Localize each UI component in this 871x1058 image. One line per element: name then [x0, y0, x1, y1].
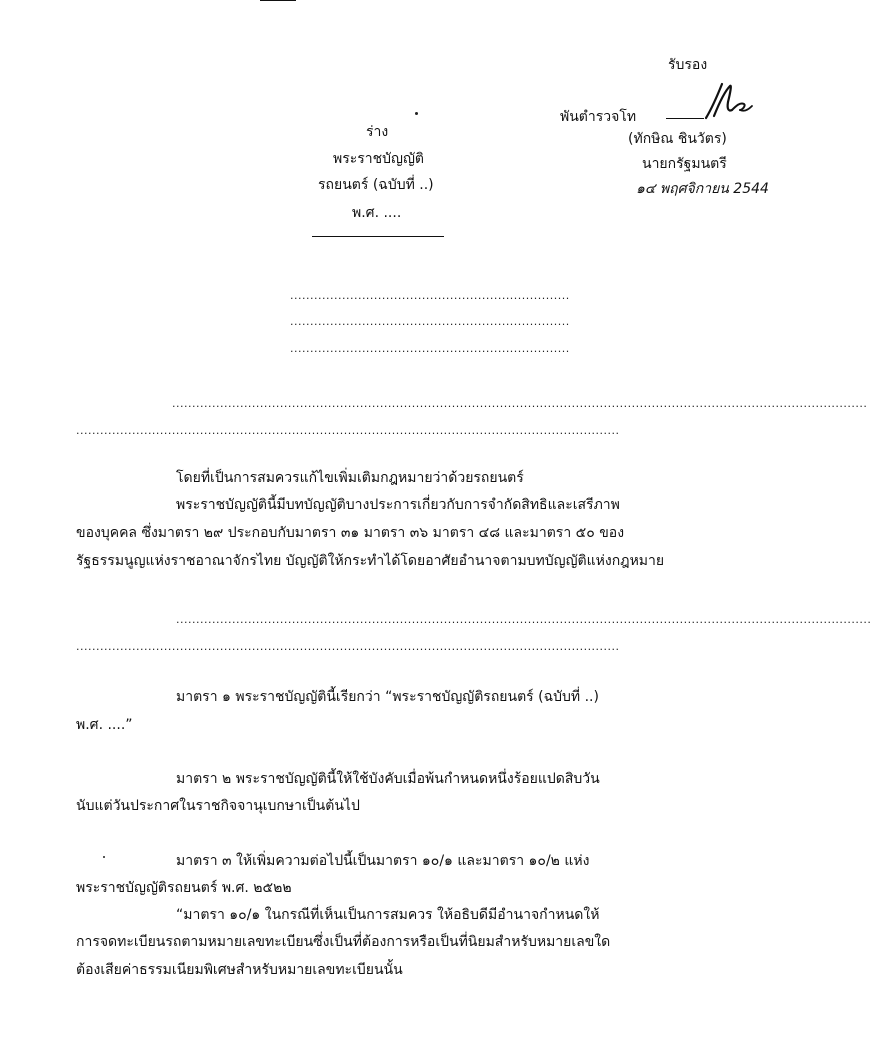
act-name: รถยนตร์ (ฉบับที่ ..) [318, 177, 434, 193]
header-divider [312, 236, 444, 237]
section-3-quote-line-3: ต้องเสียค่าธรรมเนียมพิเศษสำหรับหมายเลขทะเบียนนั้น [76, 962, 403, 978]
section-3-line-1: มาตรา ๓ ให้เพิ่มความต่อไปนี้เป็นมาตรา ๑๐/๑ และมาตรา ๑๐/๒ แห่ง [176, 853, 590, 869]
stray-mark-2 [103, 856, 105, 858]
stray-mark [415, 112, 418, 115]
approval-label: รับรอง [668, 57, 708, 73]
approval-rank: พันตำรวจโท [560, 109, 637, 125]
signature-line [666, 118, 704, 119]
section-3-line-2: พระราชบัญญัติรถยนตร์ พ.ศ. ๒๕๒๒ [76, 880, 292, 896]
section-3-quote-line-1: “มาตรา ๑๐/๑ ในกรณีที่เห็นเป็นการสมควร ให้อธิบดีมีอำนาจกำหนดให้ [176, 907, 600, 923]
approval-date: ๑๔ พฤศจิกายน 2544 [636, 181, 769, 197]
placeholder-line-2: ...................................................................... [290, 315, 570, 328]
signature-image [700, 80, 756, 124]
preamble-paragraph-2-line-3: รัฐธรรมนูญแห่งราชอาณาจักรไทย บัญญัติให้กระทำได้โดยอาศัยอำนาจตามบทบัญญัติแห่งกฎหมาย [76, 553, 665, 569]
preamble-paragraph-2-line-2: ของบุคคล ซึ่งมาตรา ๒๙ ประกอบกับมาตรา ๓๑ มาตรา ๓๖ มาตรา ๔๘ และมาตรา ๕๐ ของ [76, 525, 625, 541]
draft-label: ร่าง [366, 124, 389, 140]
placeholder-line-4: .............................................................................................................................................................................. [172, 397, 868, 410]
section-2-line-2: นับแต่วันประกาศในราชกิจจานุเบกษาเป็นต้นไป [76, 798, 360, 814]
section-1-line-2: พ.ศ. ....” [76, 717, 133, 733]
placeholder-line-6: .............................................................................................................................................................................. [176, 613, 871, 626]
section-2-line-1: มาตรา ๒ พระราชบัญญัตินี้ให้ใช้บังคับเมื่อพ้นกำหนดหนึ่งร้อยแปดสิบวัน [176, 771, 600, 787]
placeholder-line-5: ........................................................................................................................................ [76, 424, 620, 437]
approval-name: (ทักษิณ ชินวัตร) [628, 131, 727, 147]
act-year: พ.ศ. .... [352, 205, 402, 221]
placeholder-line-1: ...................................................................... [290, 289, 570, 302]
top-edge-mark [260, 0, 296, 1]
section-3-quote-line-2: การจดทะเบียนรถตามหมายเลขทะเบียนซึ่งเป็นที่ต้องการหรือเป็นที่นิยมสำหรับหมายเลขใด [76, 934, 611, 950]
section-1-line-1: มาตรา ๑ พระราชบัญญัตินี้เรียกว่า “พระราชบัญญัติรถยนตร์ (ฉบับที่ ..) [176, 689, 599, 705]
preamble-paragraph-2-line-1: พระราชบัญญัตินี้มีบทบัญญัติบางประการเกี่ยวกับการจำกัดสิทธิและเสรีภาพ [176, 497, 620, 513]
act-type: พระราชบัญญัติ [333, 151, 424, 167]
preamble-paragraph-1: โดยที่เป็นการสมควรแก้ไขเพิ่มเติมกฎหมายว่าด้วยรถยนตร์ [176, 470, 524, 486]
placeholder-line-7: ........................................................................................................................................ [76, 640, 620, 653]
placeholder-line-3: ...................................................................... [290, 342, 570, 355]
approval-position: นายกรัฐมนตรี [642, 156, 727, 172]
